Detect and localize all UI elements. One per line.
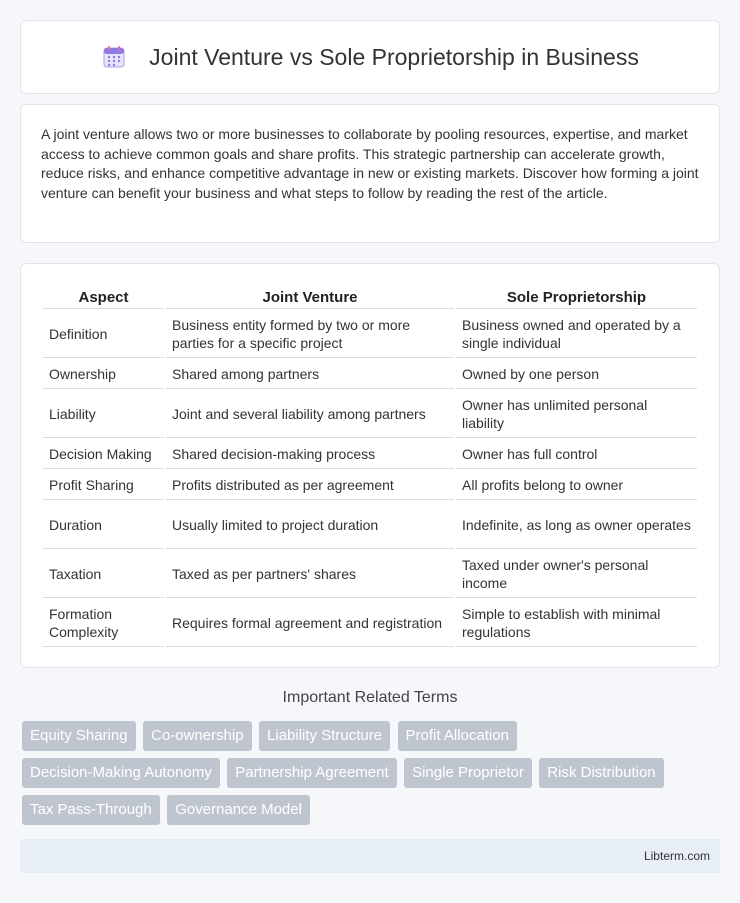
intro-card (20, 104, 720, 243)
cell-aspect: Duration (43, 502, 164, 549)
calendar-icon (101, 44, 127, 70)
cell-aspect: Taxation (43, 551, 164, 598)
cell-joint-venture: Shared among partners (166, 360, 454, 389)
cell-sole-proprietorship: Simple to establish with minimal regulations (456, 600, 697, 647)
cell-aspect: Decision Making (43, 440, 164, 469)
cell-aspect: Formation Complexity (43, 600, 164, 647)
table-row (43, 600, 697, 647)
cell-aspect: Profit Sharing (43, 471, 164, 500)
related-terms-tags (22, 721, 722, 832)
tag-profit-allocation[interactable]: Profit Allocation (398, 721, 517, 751)
cell-sole-proprietorship: Taxed under owner's personal income (456, 551, 697, 598)
cell-joint-venture: Requires formal agreement and registration (166, 600, 454, 647)
intro-text: A joint venture allows two or more businesses to collaborate by pooling resources, expertise, and market access to achieve common goals and share profits. This strategic partnership can accelerate growth, reduce risks, and enhance competitive advantage in new or existing markets. Discover how forming a joint venture can benefit your business and what steps to follow by reading the rest of the article. (41, 126, 699, 201)
cell-joint-venture: Shared decision-making process (166, 440, 454, 469)
cell-sole-proprietorship: Indefinite, as long as owner operates (456, 502, 697, 549)
table-row (43, 471, 697, 500)
table-row (43, 551, 697, 598)
cell-joint-venture: Business entity formed by two or more parties for a specific project (166, 311, 454, 358)
cell-sole-proprietorship: Business owned and operated by a single individual (456, 311, 697, 358)
page-title: Joint Venture vs Sole Proprietorship in Business (149, 43, 639, 70)
tag-governance-model[interactable]: Governance Model (167, 795, 310, 825)
table-header-row (43, 286, 697, 309)
header-card (20, 20, 720, 94)
header-joint-venture: Joint Venture (166, 286, 454, 309)
cell-joint-venture: Taxed as per partners' shares (166, 551, 454, 598)
table-row (43, 360, 697, 389)
footer-brand[interactable]: Libterm.com (643, 849, 710, 863)
tag-risk-distribution[interactable]: Risk Distribution (539, 758, 663, 788)
tag-decision-making-autonomy[interactable]: Decision-Making Autonomy (22, 758, 220, 788)
cell-joint-venture: Profits distributed as per agreement (166, 471, 454, 500)
cell-sole-proprietorship: Owned by one person (456, 360, 697, 389)
tag-equity-sharing[interactable]: Equity Sharing (22, 721, 136, 751)
tag-partnership-agreement[interactable]: Partnership Agreement (227, 758, 396, 788)
header-sole-proprietorship: Sole Proprietorship (456, 286, 697, 309)
comparison-table-card (20, 263, 720, 668)
cell-joint-venture: Joint and several liability among partners (166, 391, 454, 438)
cell-sole-proprietorship: Owner has unlimited personal liability (456, 391, 697, 438)
tag-tax-pass-through[interactable]: Tax Pass-Through (22, 795, 160, 825)
table-row (43, 440, 697, 469)
cell-aspect: Definition (43, 311, 164, 358)
tag-liability-structure[interactable]: Liability Structure (259, 721, 390, 751)
header-aspect: Aspect (43, 286, 164, 309)
table-row (43, 391, 697, 438)
tag-single-proprietor[interactable]: Single Proprietor (404, 758, 532, 788)
cell-aspect: Ownership (43, 360, 164, 389)
table-row (43, 311, 697, 358)
footer (20, 839, 720, 873)
comparison-table (41, 284, 699, 649)
related-terms-title: Important Related Terms (282, 689, 458, 706)
cell-joint-venture: Usually limited to project duration (166, 502, 454, 549)
cell-sole-proprietorship: Owner has full control (456, 440, 697, 469)
tag-co-ownership[interactable]: Co-ownership (143, 721, 252, 751)
cell-sole-proprietorship: All profits belong to owner (456, 471, 697, 500)
table-row (43, 502, 697, 549)
cell-aspect: Liability (43, 391, 164, 438)
